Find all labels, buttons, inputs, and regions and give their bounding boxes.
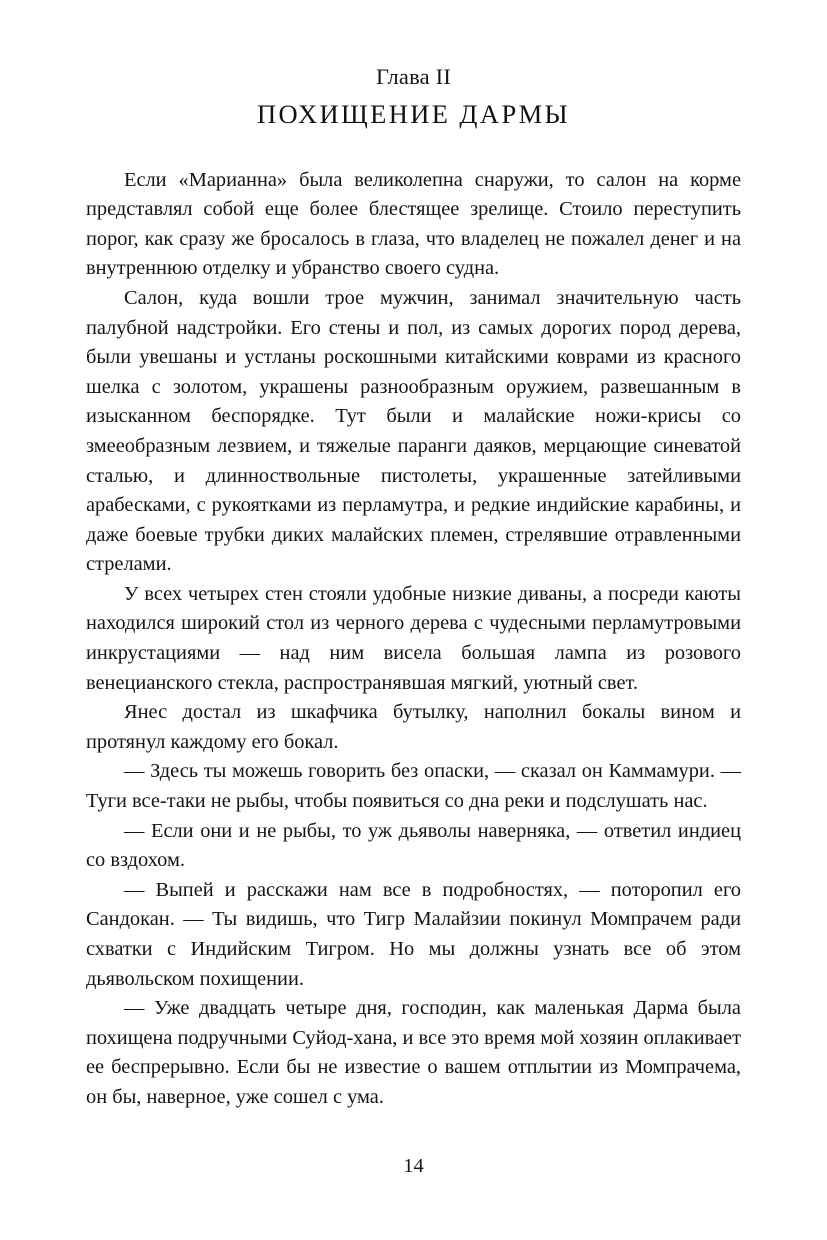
- chapter-title: ПОХИЩЕНИЕ ДАРМЫ: [256, 99, 571, 130]
- paragraph: Салон, куда вошли трое мужчин, занимал значительную часть палубной надстройки. Его стены и пол, из самых дорогих пород дерева, были увешаны и устланы роскошными китайскими коврами из красного шелка с золотом, украшены разнообразным оружием, развешанным в изысканном беспорядке. Тут были и малайские ножи-крисы со змееобразным лезвием, и тяжелые паранги даяков, мерцающие синеватой сталью, и длинноствольные пистолеты, украшенные затейливыми арабесками, с рукоятками из перламутра, и редкие индийские карабины, и даже боевые трубки диких малайских племен, стрелявшие отравленными стрелами.: [86, 286, 741, 576]
- paragraph: У всех четырех стен стояли удобные низкие диваны, а посреди каюты находился широкий стол из черного дерева с чудесными перламутровыми инкрустациями — над ним висела большая лампа из розового венецианского стекла, распространявшая мягкий, уютный свет.: [86, 582, 741, 694]
- paragraph: — Выпей и расскажи нам все в подробностях, — поторопил его Сандокан. — Ты видишь, что Тигр Малайзии покинул Момпрачем ради схватки с Индийским Тигром. Но мы должны узнать все об этом дьявольском похищении.: [86, 878, 741, 990]
- body-text: [86, 166, 741, 1113]
- paragraph: Янес достал из шкафчика бутылку, наполнил бокалы вином и протянул каждому его бокал.: [86, 701, 741, 753]
- paragraph: — Уже двадцать четыре дня, господин, как маленькая Дарма была похищена подручными Суйод-хана, и все это время мой хозяин оплакивает ее беспрерывно. Если бы не известие о вашем отплытии из Момпрачема, он бы, наверное, уже сошел с ума.: [86, 997, 741, 1108]
- paragraph: — Здесь ты можешь говорить без опаски, — сказал он Каммамури. — Туги все-таки не рыбы, чтобы появиться со дна реки и подслушать нас.: [86, 760, 741, 813]
- chapter-header: [86, 63, 741, 132]
- page-number: 14: [403, 1155, 424, 1177]
- paragraph: — Если они и не рыбы, то уж дьяволы наверняка, — ответил индиец со вздохом.: [86, 819, 741, 872]
- chapter-number: Глава II: [375, 64, 452, 89]
- paragraph: Если «Марианна» была великолепна снаружи, то салон на корме представлял собой еще более блестящее зрелище. Стоило переступить порог, как сразу же бросалось в глаза, что владелец не пожалел денег и на внутреннюю отделку и убранство своего судна.: [86, 168, 741, 280]
